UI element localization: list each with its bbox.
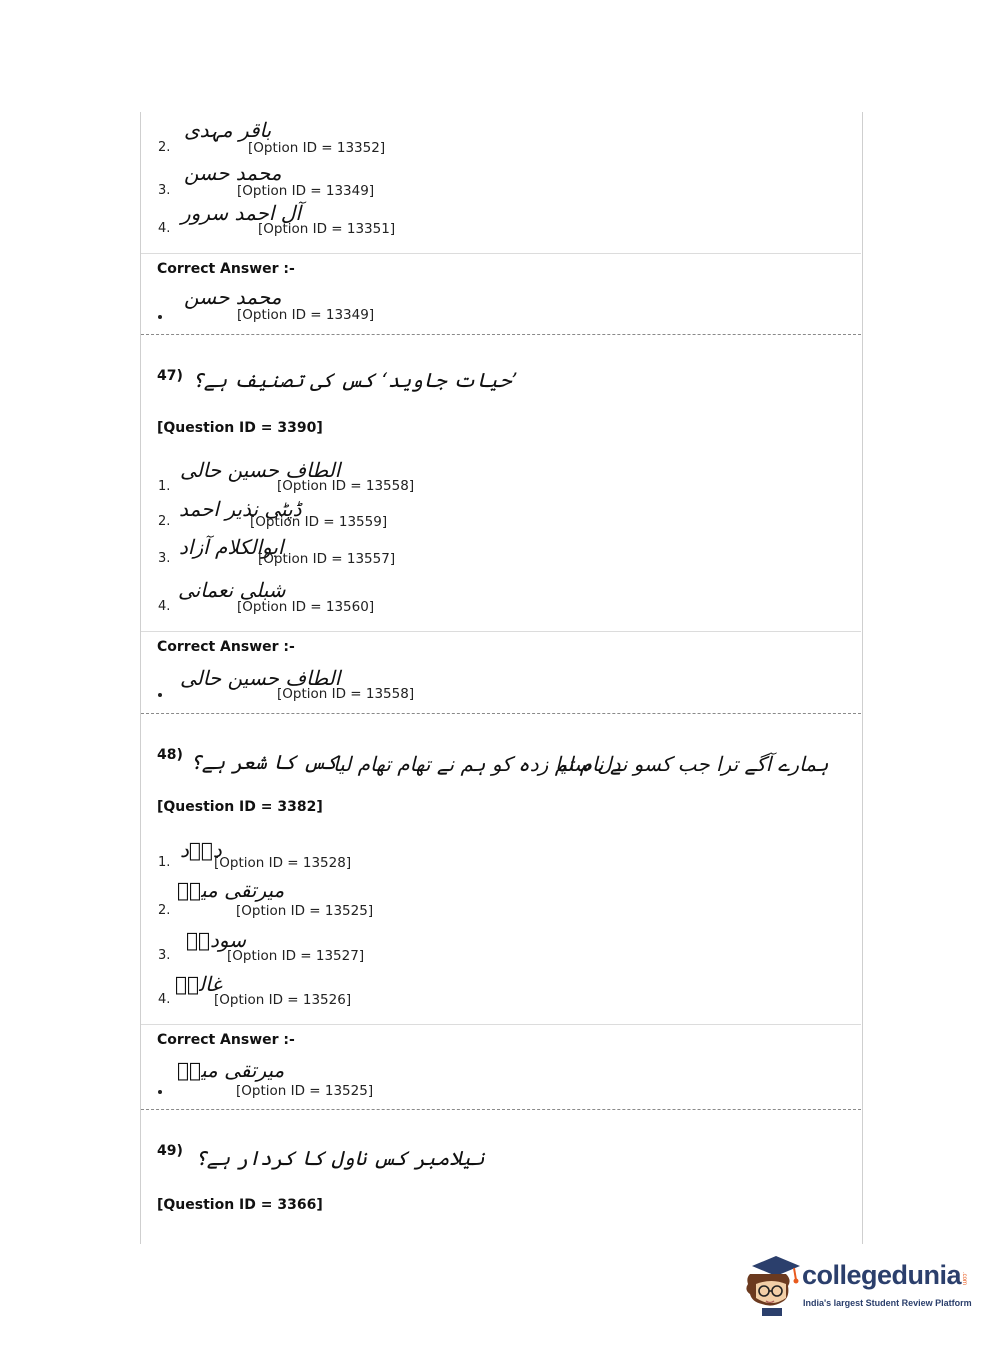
collegedunia-logo — [742, 1250, 972, 1320]
option-id: [Option ID = 13349] — [237, 183, 375, 199]
option-urdu-text: میرتقی میرؔ — [177, 878, 285, 902]
logo-wordmark: collegedunia — [802, 1260, 962, 1290]
correct-urdu-text: میرتقی میرؔ — [177, 1058, 285, 1082]
option-id: [Option ID = 13560] — [237, 599, 375, 615]
question-text: نیلامبر کس ناول کا کردار ہے؟ — [195, 1146, 485, 1170]
option-number: 1. — [158, 479, 171, 494]
option-urdu-text: درؔد — [180, 838, 222, 862]
option-urdu-text: شبلی نعمانی — [178, 578, 286, 602]
option-urdu-text: ابوالکلام آزاد — [179, 535, 284, 559]
correct-answer-label: Correct Answer :- — [157, 261, 295, 277]
option-urdu-text: آل احمد سرور — [181, 201, 301, 225]
option-number: 4. — [158, 599, 171, 614]
option-id: [Option ID = 13525] — [236, 903, 374, 919]
question-number: 47) — [157, 368, 183, 384]
question-text-part: کس کا شعر ہے؟ — [190, 750, 338, 774]
correct-answer-label: Correct Answer :- — [157, 1032, 295, 1048]
option-number: 2. — [158, 514, 171, 529]
correct-option-id: [Option ID = 13525] — [236, 1083, 374, 1099]
option-number: 1. — [158, 855, 171, 870]
question-text: ’حیات جاوید‘ کس کی تصنیف ہے؟ — [192, 368, 518, 392]
option-id: [Option ID = 13528] — [214, 855, 352, 871]
bullet — [158, 693, 162, 697]
option-urdu-text: سوداؔ — [186, 928, 246, 952]
option-number: 2. — [158, 903, 171, 918]
question-id: [Question ID = 3366] — [157, 1197, 323, 1213]
question-number: 48) — [157, 747, 183, 763]
option-id: [Option ID = 13559] — [250, 514, 388, 530]
option-number: 2. — [158, 140, 171, 155]
option-urdu-text: ڈپٹی نذیر احمد — [179, 497, 302, 521]
bullet — [158, 1090, 162, 1094]
bullet — [158, 315, 162, 319]
option-number: 3. — [158, 551, 171, 566]
option-urdu-text: غالبؔ — [175, 972, 222, 996]
correct-urdu-text: محمد حسن — [184, 285, 282, 309]
correct-urdu-text: الطاف حسین حالی — [180, 666, 341, 690]
correct-option-id: [Option ID = 13349] — [237, 307, 375, 323]
section-divider — [141, 253, 861, 254]
question-text-part: ہمارے آگے ترا جب کسو نے نام لیا — [555, 752, 829, 776]
option-id: [Option ID = 13557] — [258, 551, 396, 567]
option-number: 3. — [158, 183, 171, 198]
section-divider — [141, 631, 861, 632]
option-number: 4. — [158, 221, 171, 236]
option-urdu-text: باقر مہدی — [184, 118, 272, 142]
mascot-icon — [742, 1250, 802, 1320]
logo-com: .com — [961, 1272, 967, 1286]
correct-answer-label: Correct Answer :- — [157, 639, 295, 655]
section-divider — [141, 1024, 861, 1025]
option-number: 3. — [158, 948, 171, 963]
question-divider — [141, 713, 861, 714]
question-divider — [141, 334, 861, 335]
option-id: [Option ID = 13351] — [258, 221, 396, 237]
question-number: 49) — [157, 1143, 183, 1159]
option-id: [Option ID = 13352] — [248, 140, 386, 156]
option-id: [Option ID = 13558] — [277, 478, 415, 494]
question-id: [Question ID = 3390] — [157, 420, 323, 436]
option-number: 4. — [158, 992, 171, 1007]
question-text-part: دل ستم زدہ کو ہم نے تھام تھام لیا — [333, 752, 621, 776]
option-urdu-text: محمد حسن — [184, 161, 282, 185]
option-urdu-text: الطاف حسین حالی — [180, 458, 341, 482]
option-id: [Option ID = 13526] — [214, 992, 352, 1008]
correct-option-id: [Option ID = 13558] — [277, 686, 415, 702]
question-divider — [141, 1109, 861, 1110]
option-id: [Option ID = 13527] — [227, 948, 365, 964]
question-id: [Question ID = 3382] — [157, 799, 323, 815]
logo-tagline: India's largest Student Review Platform — [803, 1298, 972, 1308]
